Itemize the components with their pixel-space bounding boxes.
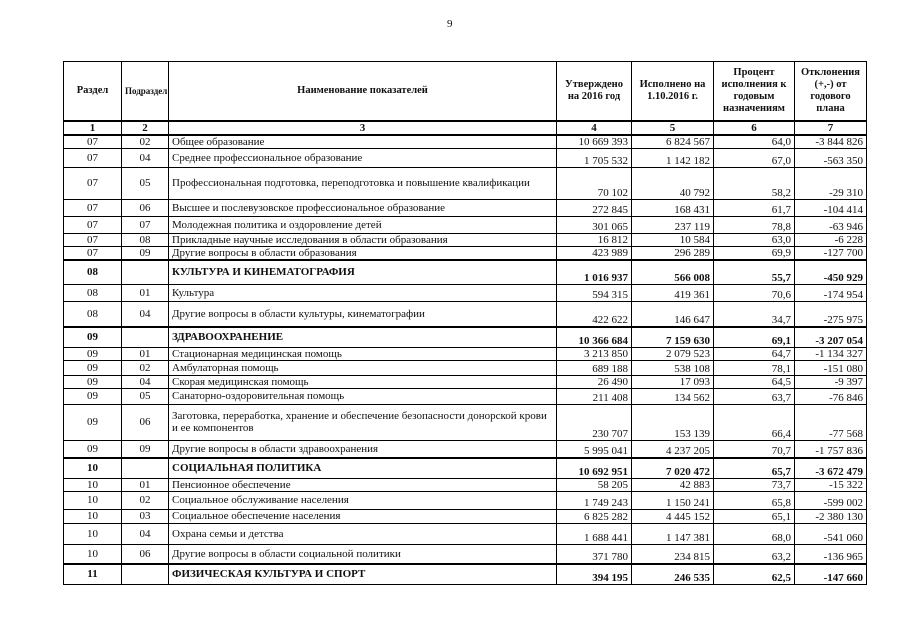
subsection-code: 05 [122, 388, 169, 404]
indicator-name: СОЦИАЛЬНАЯ ПОЛИТИКА [169, 458, 557, 478]
table-section-row [64, 564, 867, 584]
percent-value: 70,7 [714, 440, 795, 458]
approved-value: 5 995 041 [557, 440, 632, 458]
indicator-name: Скорая медицинская помощь [169, 375, 557, 388]
indicator-name: Молодежная политика и оздоровление детей [169, 216, 557, 233]
table-row [64, 347, 867, 360]
percent-value: 64,5 [714, 375, 795, 388]
subsection-code [122, 327, 169, 347]
subsection-code: 02 [122, 491, 169, 509]
approved-value: 1 688 441 [557, 523, 632, 544]
executed-value: 296 289 [632, 246, 714, 260]
section-code: 07 [64, 233, 122, 246]
budget-table [63, 61, 867, 585]
section-code: 11 [64, 564, 122, 584]
table-section-row [64, 458, 867, 478]
percent-value: 61,7 [714, 199, 795, 216]
indicator-name: КУЛЬТУРА И КИНЕМАТОГРАФИЯ [169, 260, 557, 284]
approved-value: 3 213 850 [557, 347, 632, 360]
indicator-name: Охрана семьи и детства [169, 523, 557, 544]
subsection-code: 09 [122, 246, 169, 260]
section-code: 09 [64, 327, 122, 347]
subsection-code: 06 [122, 199, 169, 216]
table-row [64, 216, 867, 233]
table-row [64, 388, 867, 404]
percent-value: 63,7 [714, 388, 795, 404]
executed-value: 246 535 [632, 564, 714, 584]
indicator-name: Общее образование [169, 135, 557, 149]
approved-value: 371 780 [557, 544, 632, 564]
percent-value: 69,1 [714, 327, 795, 347]
executed-value: 168 431 [632, 199, 714, 216]
approved-value: 1 016 937 [557, 260, 632, 284]
section-code: 09 [64, 388, 122, 404]
approved-value: 16 812 [557, 233, 632, 246]
executed-value: 1 150 241 [632, 491, 714, 509]
deviation-value: -104 414 [795, 199, 867, 216]
deviation-value: -3 207 054 [795, 327, 867, 347]
approved-value: 394 195 [557, 564, 632, 584]
percent-value: 63,2 [714, 544, 795, 564]
indicator-name: Заготовка, переработка, хранение и обеспечение безопасности донорской крови и ее компонентов [169, 404, 557, 440]
table-section-row [64, 327, 867, 347]
subsection-code: 04 [122, 375, 169, 388]
section-code: 09 [64, 404, 122, 440]
header-percent: Процент исполнения к годовым назначениям [714, 62, 795, 121]
subsection-code [122, 260, 169, 284]
deviation-value: -1 757 836 [795, 440, 867, 458]
deviation-value: -3 672 479 [795, 458, 867, 478]
approved-value: 26 490 [557, 375, 632, 388]
executed-value: 17 093 [632, 375, 714, 388]
deviation-value: -6 228 [795, 233, 867, 246]
table-row [64, 491, 867, 509]
deviation-value: -174 954 [795, 284, 867, 301]
executed-value: 1 142 182 [632, 148, 714, 167]
approved-value: 689 188 [557, 360, 632, 375]
approved-value: 6 825 282 [557, 509, 632, 523]
deviation-value: -63 946 [795, 216, 867, 233]
header-approved: Утверждено на 2016 год [557, 62, 632, 121]
percent-value: 78,1 [714, 360, 795, 375]
indicator-name: Прикладные научные исследования в области образования [169, 233, 557, 246]
executed-value: 234 815 [632, 544, 714, 564]
subsection-code [122, 564, 169, 584]
indicator-name: Амбулаторная помощь [169, 360, 557, 375]
indicator-name: Другие вопросы в области культуры, кинематографии [169, 301, 557, 327]
percent-value: 64,0 [714, 135, 795, 149]
indicator-name: Профессиональная подготовка, переподготовка и повышение квалификации [169, 167, 557, 199]
executed-value: 538 108 [632, 360, 714, 375]
table-row [64, 404, 867, 440]
table-body [64, 135, 867, 585]
table-row [64, 478, 867, 491]
table-row [64, 544, 867, 564]
approved-value: 1 705 532 [557, 148, 632, 167]
executed-value: 153 139 [632, 404, 714, 440]
column-number: 3 [169, 121, 557, 135]
executed-value: 4 237 205 [632, 440, 714, 458]
section-code: 08 [64, 284, 122, 301]
table-row [64, 523, 867, 544]
subsection-code [122, 458, 169, 478]
table-section-row [64, 260, 867, 284]
table-row [64, 199, 867, 216]
subsection-code: 06 [122, 404, 169, 440]
column-number: 6 [714, 121, 795, 135]
subsection-code: 04 [122, 301, 169, 327]
indicator-name: Социальное обслуживание населения [169, 491, 557, 509]
executed-value: 40 792 [632, 167, 714, 199]
approved-value: 301 065 [557, 216, 632, 233]
executed-value: 42 883 [632, 478, 714, 491]
percent-value: 68,0 [714, 523, 795, 544]
executed-value: 2 079 523 [632, 347, 714, 360]
deviation-value: -3 844 826 [795, 135, 867, 149]
indicator-name: Среднее профессиональное образование [169, 148, 557, 167]
approved-value: 70 102 [557, 167, 632, 199]
approved-value: 211 408 [557, 388, 632, 404]
column-number-row [64, 121, 867, 135]
header-executed: Исполнено на 1.10.2016 г. [632, 62, 714, 121]
approved-value: 230 707 [557, 404, 632, 440]
deviation-value: -9 397 [795, 375, 867, 388]
section-code: 09 [64, 347, 122, 360]
indicator-name: Другие вопросы в области образования [169, 246, 557, 260]
subsection-code: 01 [122, 347, 169, 360]
executed-value: 10 584 [632, 233, 714, 246]
section-code: 07 [64, 246, 122, 260]
subsection-code: 04 [122, 148, 169, 167]
subsection-code: 01 [122, 478, 169, 491]
percent-value: 55,7 [714, 260, 795, 284]
table-row [64, 135, 867, 149]
subsection-code: 05 [122, 167, 169, 199]
executed-value: 6 824 567 [632, 135, 714, 149]
section-code: 07 [64, 135, 122, 149]
table-row [64, 167, 867, 199]
deviation-value: -2 380 130 [795, 509, 867, 523]
percent-value: 66,4 [714, 404, 795, 440]
subsection-code: 09 [122, 440, 169, 458]
deviation-value: -77 568 [795, 404, 867, 440]
section-code: 10 [64, 509, 122, 523]
percent-value: 65,7 [714, 458, 795, 478]
deviation-value: -275 975 [795, 301, 867, 327]
table-row [64, 233, 867, 246]
table-row [64, 440, 867, 458]
percent-value: 63,0 [714, 233, 795, 246]
section-code: 07 [64, 216, 122, 233]
approved-value: 10 692 951 [557, 458, 632, 478]
executed-value: 419 361 [632, 284, 714, 301]
table-row [64, 246, 867, 260]
section-code: 10 [64, 544, 122, 564]
subsection-code: 02 [122, 360, 169, 375]
deviation-value: -450 929 [795, 260, 867, 284]
column-number: 1 [64, 121, 122, 135]
executed-value: 7 159 630 [632, 327, 714, 347]
subsection-code: 03 [122, 509, 169, 523]
percent-value: 65,1 [714, 509, 795, 523]
approved-value: 58 205 [557, 478, 632, 491]
table-row [64, 375, 867, 388]
indicator-name: Культура [169, 284, 557, 301]
indicator-name: Другие вопросы в области здравоохранения [169, 440, 557, 458]
percent-value: 34,7 [714, 301, 795, 327]
percent-value: 73,7 [714, 478, 795, 491]
header-section: Раздел [64, 62, 122, 121]
executed-value: 566 008 [632, 260, 714, 284]
table-row [64, 509, 867, 523]
approved-value: 272 845 [557, 199, 632, 216]
executed-value: 1 147 381 [632, 523, 714, 544]
deviation-value: -136 965 [795, 544, 867, 564]
column-number: 2 [122, 121, 169, 135]
approved-value: 422 622 [557, 301, 632, 327]
header-subsection: Подраздел [122, 62, 169, 121]
deviation-value: -29 310 [795, 167, 867, 199]
header-row [64, 62, 867, 121]
deviation-value: -15 322 [795, 478, 867, 491]
table-row [64, 284, 867, 301]
section-code: 10 [64, 523, 122, 544]
column-number: 7 [795, 121, 867, 135]
section-code: 07 [64, 199, 122, 216]
deviation-value: -76 846 [795, 388, 867, 404]
indicator-name: Социальное обеспечение населения [169, 509, 557, 523]
subsection-code: 08 [122, 233, 169, 246]
indicator-name: Стационарная медицинская помощь [169, 347, 557, 360]
table-row [64, 148, 867, 167]
approved-value: 10 669 393 [557, 135, 632, 149]
approved-value: 10 366 684 [557, 327, 632, 347]
deviation-value: -599 002 [795, 491, 867, 509]
indicator-name: Санаторно-оздоровительная помощь [169, 388, 557, 404]
deviation-value: -127 700 [795, 246, 867, 260]
percent-value: 65,8 [714, 491, 795, 509]
approved-value: 1 749 243 [557, 491, 632, 509]
executed-value: 7 020 472 [632, 458, 714, 478]
percent-value: 78,8 [714, 216, 795, 233]
section-code: 09 [64, 375, 122, 388]
percent-value: 69,9 [714, 246, 795, 260]
subsection-code: 04 [122, 523, 169, 544]
approved-value: 423 989 [557, 246, 632, 260]
subsection-code: 06 [122, 544, 169, 564]
indicator-name: Другие вопросы в области социальной политики [169, 544, 557, 564]
indicator-name: ФИЗИЧЕСКАЯ КУЛЬТУРА И СПОРТ [169, 564, 557, 584]
deviation-value: -541 060 [795, 523, 867, 544]
section-code: 07 [64, 148, 122, 167]
page-number: 9 [447, 18, 453, 30]
column-number: 4 [557, 121, 632, 135]
subsection-code: 07 [122, 216, 169, 233]
indicator-name: ЗДРАВООХРАНЕНИЕ [169, 327, 557, 347]
column-number: 5 [632, 121, 714, 135]
deviation-value: -151 080 [795, 360, 867, 375]
section-code: 10 [64, 491, 122, 509]
header-name: Наименование показателей [169, 62, 557, 121]
executed-value: 146 647 [632, 301, 714, 327]
percent-value: 64,7 [714, 347, 795, 360]
executed-value: 237 119 [632, 216, 714, 233]
approved-value: 594 315 [557, 284, 632, 301]
deviation-value: -147 660 [795, 564, 867, 584]
executed-value: 134 562 [632, 388, 714, 404]
table-row [64, 301, 867, 327]
section-code: 08 [64, 301, 122, 327]
subsection-code: 02 [122, 135, 169, 149]
percent-value: 62,5 [714, 564, 795, 584]
executed-value: 4 445 152 [632, 509, 714, 523]
percent-value: 67,0 [714, 148, 795, 167]
deviation-value: -563 350 [795, 148, 867, 167]
percent-value: 70,6 [714, 284, 795, 301]
section-code: 08 [64, 260, 122, 284]
section-code: 10 [64, 478, 122, 491]
indicator-name: Пенсионное обеспечение [169, 478, 557, 491]
subsection-code: 01 [122, 284, 169, 301]
deviation-value: -1 134 327 [795, 347, 867, 360]
section-code: 10 [64, 458, 122, 478]
section-code: 09 [64, 360, 122, 375]
table-row [64, 360, 867, 375]
section-code: 09 [64, 440, 122, 458]
percent-value: 58,2 [714, 167, 795, 199]
header-deviation: Отклонения (+,-) от годового плана [795, 62, 867, 121]
indicator-name: Высшее и послевузовское профессиональное образование [169, 199, 557, 216]
section-code: 07 [64, 167, 122, 199]
